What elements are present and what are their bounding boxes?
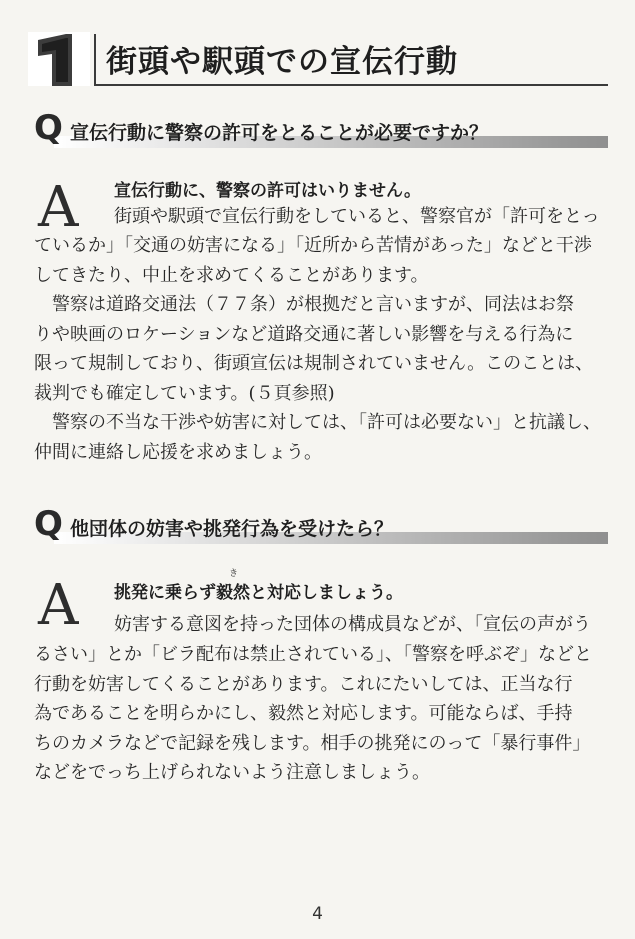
text-line: してきたり、中止を求めてくることがあります。 (34, 264, 429, 286)
text-line: りや映画のロケーションなど道路交通に著しい影響を与える行為に (34, 323, 574, 345)
text-line: ちのカメラなどで記録を残します。相手の挑発にのって「暴行事件」 (34, 732, 591, 754)
answer-mark: A (38, 175, 79, 240)
text-line: 警察は道路交通法（７７条）が根拠だと言いますが、同法はお祭 (52, 294, 574, 315)
answer-heading: 宣伝行動に、警察の許可はいりません。 (114, 181, 422, 201)
answer-paragraph (34, 640, 592, 788)
text-line: 限って規制しており、街頭宣伝は規制されていません。このことは、 (34, 353, 594, 374)
answer-heading: 挑発に乗らず毅然と対応しましょう。 (114, 583, 403, 603)
answer-paragraph (114, 610, 591, 640)
question-text: 宣伝行動に警察の許可をとることが必要ですか？ (70, 122, 489, 144)
page-number: 4 (312, 904, 323, 924)
chapter-divider (94, 34, 96, 86)
text-line: 妨害する意図を持った団体の構成員などが、「宣伝の声がう (114, 614, 591, 635)
answer-mark: A (38, 573, 79, 638)
answer-paragraph (34, 290, 593, 408)
question-mark: Q (34, 504, 63, 544)
text-line: 裁判でも確定しています。(５頁参照) (34, 382, 335, 404)
text-line: などをでっち上げられないよう注意しましょう。 (34, 762, 430, 783)
question-1 (34, 108, 608, 150)
text-line: 為であることを明らかにし、毅然と対応します。可能ならば、手持 (34, 703, 573, 724)
answer-paragraph (34, 231, 592, 290)
text-line: 仲間に連絡し応援を求めましょう。 (34, 441, 322, 463)
text-line: 街頭や駅頭で宣伝行動をしていると、警察官が「許可をとっ (114, 206, 600, 227)
question-2 (34, 504, 608, 546)
chapter-underline (94, 84, 608, 86)
ruby-annotation: き (229, 569, 239, 579)
text-line: 警察の不当な干渉や妨害に対しては、「許可は必要ない」と抗議し、 (52, 412, 601, 433)
question-mark: Q (34, 108, 63, 148)
text-line: るさい」とか「ビラ配布は禁止されている」、「警察を呼ぶぞ」などと (34, 644, 592, 665)
answer-paragraph (114, 202, 600, 232)
chapter-title: 街頭や駅頭での宣伝行動 (106, 44, 458, 80)
chapter-number-badge (28, 32, 90, 86)
text-line: 行動を妨害してくることがあります。これにたいしては、正当な行 (34, 673, 573, 695)
question-text: 他団体の妨害や挑発行為を受けたら？ (70, 518, 394, 540)
text-line: ているか」「交通の妨害になる」「近所から苦情があった」などと干渉 (34, 235, 592, 256)
answer-paragraph (34, 408, 601, 467)
